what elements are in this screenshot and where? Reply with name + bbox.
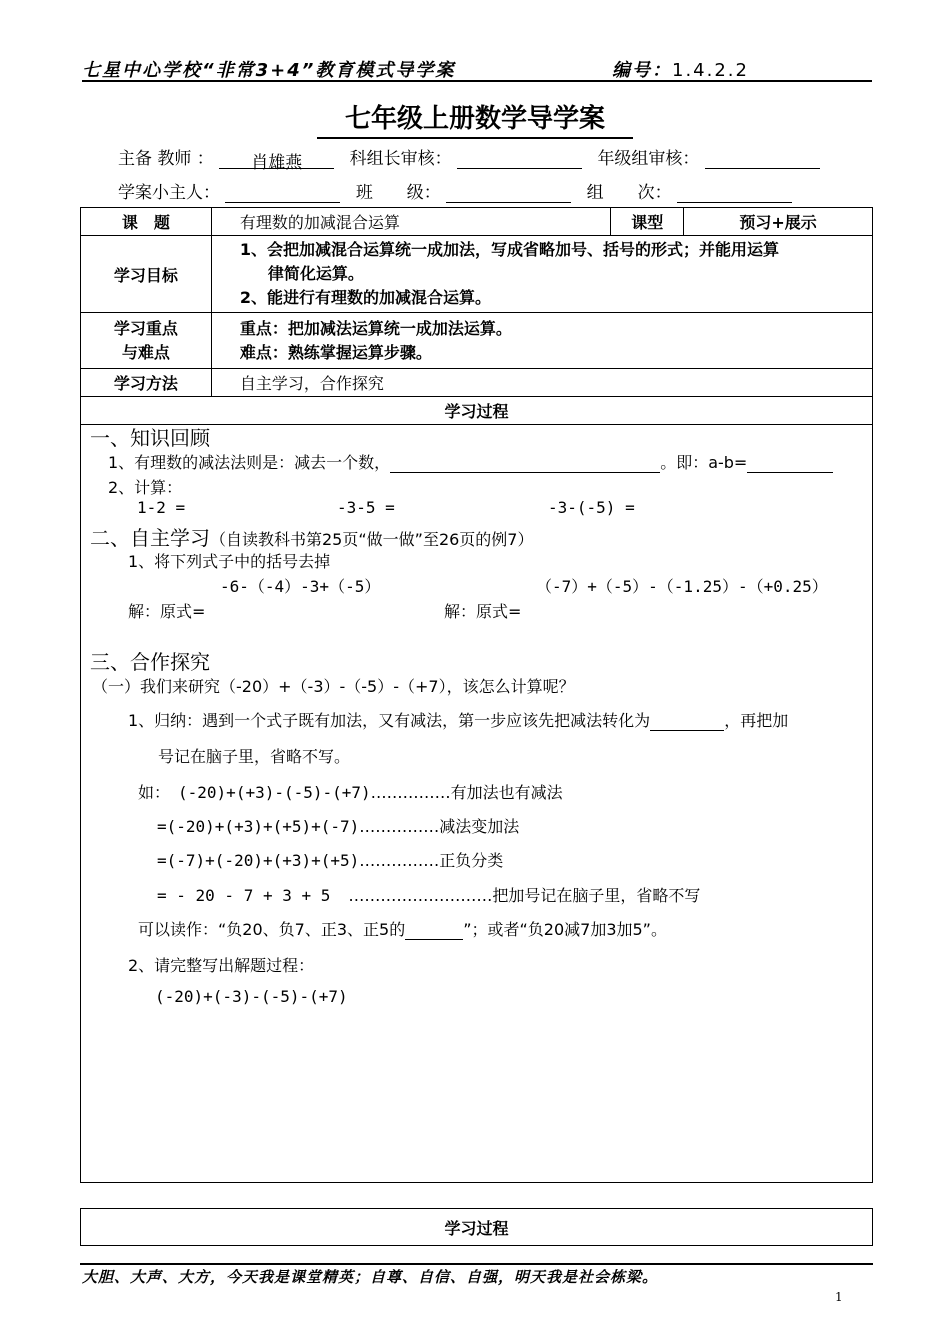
section2-header xyxy=(90,522,533,551)
type-label: 课型 xyxy=(611,208,684,236)
teacher-label: 主备 教师 ： xyxy=(118,149,214,169)
formula-blank[interactable] xyxy=(747,454,833,473)
grade-reviewer-label: 年级组审核： xyxy=(597,149,700,169)
method-label: 学习方法 xyxy=(81,369,212,397)
class-label: 班 级： xyxy=(355,183,441,203)
topic-label: 课 题 xyxy=(81,208,212,236)
section2-subtitle: （自读教科书第25页“做一做”至26页的例7） xyxy=(210,530,534,549)
s2-sol-1: 解：原式= xyxy=(128,602,206,621)
example-step2: =(-20)+(+3)+(+5)+(-7)……………减法变加法 xyxy=(157,817,520,836)
page-number: 1 xyxy=(835,1290,843,1304)
section1-title: 一、知识回顾 xyxy=(90,426,210,450)
group-label: 组 次： xyxy=(586,183,672,203)
class-field[interactable] xyxy=(446,182,571,203)
reviewer-field[interactable] xyxy=(457,148,582,169)
example-step1: 如： (-20)+(+3)-(-5)-(+7)……………有加法也有减法 xyxy=(138,783,563,802)
owner-field[interactable] xyxy=(225,182,340,203)
footer-rule xyxy=(80,1263,873,1265)
section3-title: 三、合作探究 xyxy=(90,650,210,674)
difficulty-text: 难点：熟练掌握运算步骤。 xyxy=(239,342,432,362)
section2-title: 二、自主学习 xyxy=(90,526,210,550)
lesson-meta-table xyxy=(80,207,873,425)
s2-q1: 1、将下列式子中的括号去掉 xyxy=(128,552,331,571)
info-row-1 xyxy=(118,144,820,173)
topic-value: 有理数的加减混合运算 xyxy=(211,208,610,236)
goals-cell xyxy=(211,236,872,313)
header-rule xyxy=(82,80,872,82)
goals-label: 学习目标 xyxy=(81,236,212,313)
read-as: 可以读作：“负20、负7、正3、正5的 ”；或者“负20减7加3加5”。 xyxy=(138,920,667,939)
s2-sol-2: 解：原式= xyxy=(444,602,522,621)
calc-2: -3-5 = xyxy=(337,498,395,517)
reviewer-label: 科组长审核： xyxy=(349,149,452,169)
focus-text: 重点：把加减法运算统一成加法运算。 xyxy=(239,318,512,338)
page-title: 七年级上册数学导学案 xyxy=(0,98,950,139)
goal-1a: 1、会把加减混合运算统一成加法，写成省略加号、括号的形式；并能用运算 xyxy=(239,240,779,259)
example-step3: =(-7)+(-20)+(+3)+(+5)……………正负分类 xyxy=(157,851,504,870)
doc-number xyxy=(612,56,749,82)
header-bar xyxy=(82,56,870,82)
s3-expr: (-20)+(-3)-(-5)-(+7) xyxy=(155,987,348,1006)
teacher-name: 肖雄燕 xyxy=(219,148,334,169)
calc-1: 1-2 = xyxy=(137,498,186,517)
info-row-2 xyxy=(118,178,792,203)
convert-blank[interactable] xyxy=(650,712,724,731)
process-label: 学习过程 xyxy=(81,397,873,425)
footer-motto: 大胆、大声、大方，今天我是课堂精英；自尊、自信、自强，明天我是社会栋梁。 xyxy=(82,1268,659,1286)
goal-1b: 律简化运算。 xyxy=(267,264,364,283)
doc-number-label: 编号： xyxy=(612,60,672,81)
s2-expr-2: （-7）+（-5）-（-1.25）-（+0.25） xyxy=(536,577,828,596)
s1-q2: 2、计算： xyxy=(108,478,183,497)
type-value: 预习+展示 xyxy=(684,208,873,236)
s3-summary-line2: 号记在脑子里，省略不写。 xyxy=(158,747,351,766)
focus-label: 学习重点 与难点 xyxy=(81,313,212,369)
s3-part1: （一）我们来研究（-20）+（-3）-（-5）-（+7），该怎么计算呢？ xyxy=(92,677,575,696)
school-header: 七星中心学校“非常3+4”教育模式导学案 xyxy=(82,60,456,81)
s3-summary-line1: 1、归纳：遇到一个式子既有加法，又有减法，第一步应该先把减法转化为 ，再把加 xyxy=(128,711,789,730)
s1-q1: 1、有理数的减法法则是：减去一个数， 。即：a-b= xyxy=(108,450,833,473)
s3-q2: 2、请完整写出解题过程： xyxy=(128,956,315,975)
calc-3: -3-(-5) = xyxy=(548,498,635,517)
method-value: 自主学习，合作探究 xyxy=(211,369,872,397)
focus-cell xyxy=(211,313,872,369)
process-label-2: 学习过程 xyxy=(80,1208,873,1246)
s2-expr-1: -6-（-4）-3+（-5） xyxy=(220,577,381,596)
sum-blank[interactable] xyxy=(405,921,463,940)
doc-number-value: 1.4.2.2 xyxy=(672,60,749,81)
grade-reviewer-field[interactable] xyxy=(705,148,820,169)
goal-2: 2、能进行有理数的加减混合运算。 xyxy=(239,288,491,307)
law-blank[interactable] xyxy=(390,454,660,473)
group-field[interactable] xyxy=(677,182,792,203)
example-step4: = - 20 - 7 + 3 + 5 ………………………把加号记在脑子里，省略不写 xyxy=(157,886,701,905)
owner-label: 学案小主人： xyxy=(118,183,220,203)
